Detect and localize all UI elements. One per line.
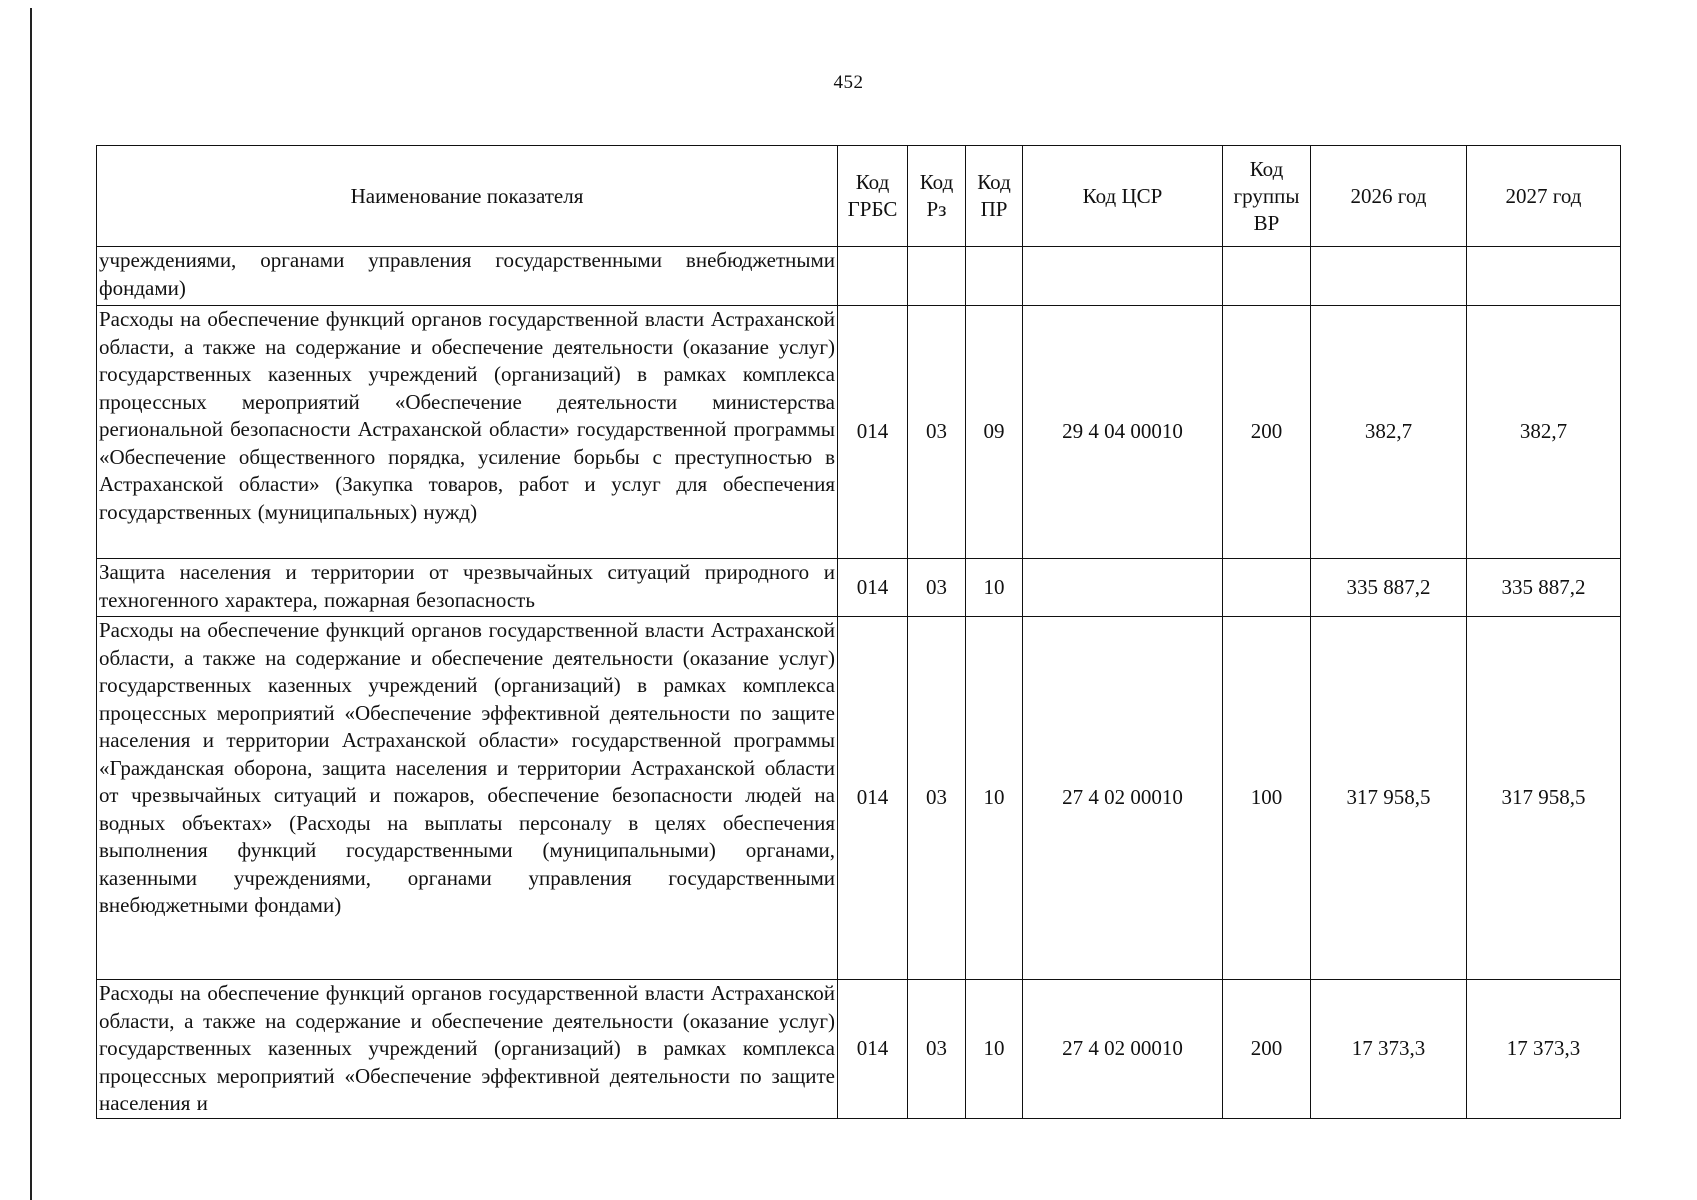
header-2027: 2027 год [1467, 146, 1621, 247]
header-name: Наименование показателя [97, 146, 838, 247]
header-rz: Код Рз [908, 146, 966, 247]
cell-2027 [1467, 247, 1621, 306]
cell-grbs [838, 247, 908, 306]
cell-name: Расходы на обеспечение функций органов государственной власти Астраханской области, а также на содержание и обеспечение деятельности (оказание услуг) государственных казенных учреждений (организаций) в рамках комплекса процессных мероприятий «Обеспечение эффективной деятельности по защите населения и [97, 980, 838, 1119]
cell-pr: 10 [966, 559, 1023, 617]
header-pr: Код ПР [966, 146, 1023, 247]
cell-rz: 03 [908, 980, 966, 1119]
cell-rz: 03 [908, 559, 966, 617]
table-header-row [97, 146, 1621, 247]
cell-grbs: 014 [838, 617, 908, 980]
cell-rz: 03 [908, 617, 966, 980]
cell-2027: 317 958,5 [1467, 617, 1621, 980]
table-row [97, 306, 1621, 559]
cell-pr: 09 [966, 306, 1023, 559]
cell-name: Расходы на обеспечение функций органов государственной власти Астраханской области, а также на содержание и обеспечение деятельности (оказание услуг) государственных казенных учреждений (организаций) в рамках комплекса процессных мероприятий «Обеспечение эффективной деятельности по защите населения и территории Астраханской области» государственной программы «Гражданская оборона, защита населения и территории Астраханской области от чрезвычайных ситуаций и пожаров, обеспечение безопасности людей на водных объектах» (Расходы на выплаты персоналу в целях обеспечения выполнения функций государственными (муниципальными) органами, казенными учреждениями, органами управления государственными внебюджетными фондами) [97, 617, 838, 980]
header-csr: Код ЦСР [1023, 146, 1223, 247]
cell-2026: 317 958,5 [1311, 617, 1467, 980]
cell-grbs: 014 [838, 559, 908, 617]
cell-csr: 27 4 02 00010 [1023, 980, 1223, 1119]
cell-name: Расходы на обеспечение функций органов государственной власти Астраханской области, а также на содержание и обеспечение деятельности (оказание услуг) государственных казенных учреждений (организаций) в рамках комплекса процессных мероприятий «Обеспечение деятельности министерства региональной безопасности Астраханской области» государственной программы «Обеспечение общественного порядка, усиление борьбы с преступностью в Астраханской области» (Закупка товаров, работ и услуг для обеспечения государственных (муниципальных) нужд) [97, 306, 838, 559]
cell-pr: 10 [966, 617, 1023, 980]
cell-vr: 200 [1223, 306, 1311, 559]
cell-rz: 03 [908, 306, 966, 559]
cell-name: учреждениями, органами управления государственными внебюджетными фондами) [97, 247, 838, 306]
cell-name: Защита населения и территории от чрезвычайных ситуаций природного и техногенного характера, пожарная безопасность [97, 559, 838, 617]
budget-table [96, 145, 1621, 1119]
cell-2027: 17 373,3 [1467, 980, 1621, 1119]
cell-csr [1023, 247, 1223, 306]
cell-2026: 335 887,2 [1311, 559, 1467, 617]
header-2026: 2026 год [1311, 146, 1467, 247]
table-row [97, 559, 1621, 617]
cell-grbs: 014 [838, 980, 908, 1119]
cell-2026: 17 373,3 [1311, 980, 1467, 1119]
cell-csr: 27 4 02 00010 [1023, 617, 1223, 980]
cell-vr [1223, 559, 1311, 617]
table-row [97, 247, 1621, 306]
cell-2026 [1311, 247, 1467, 306]
cell-2027: 335 887,2 [1467, 559, 1621, 617]
cell-grbs: 014 [838, 306, 908, 559]
cell-2026: 382,7 [1311, 306, 1467, 559]
cell-pr: 10 [966, 980, 1023, 1119]
cell-vr: 200 [1223, 980, 1311, 1119]
header-grbs: Код ГРБС [838, 146, 908, 247]
table-row [97, 617, 1621, 980]
table-row [97, 980, 1621, 1119]
cell-rz [908, 247, 966, 306]
cell-2027: 382,7 [1467, 306, 1621, 559]
header-vr: Код группы ВР [1223, 146, 1311, 247]
cell-vr [1223, 247, 1311, 306]
page-number: 452 [833, 72, 864, 93]
cell-csr [1023, 559, 1223, 617]
cell-pr [966, 247, 1023, 306]
cell-csr: 29 4 04 00010 [1023, 306, 1223, 559]
cell-vr: 100 [1223, 617, 1311, 980]
scan-edge-line [30, 8, 32, 1200]
